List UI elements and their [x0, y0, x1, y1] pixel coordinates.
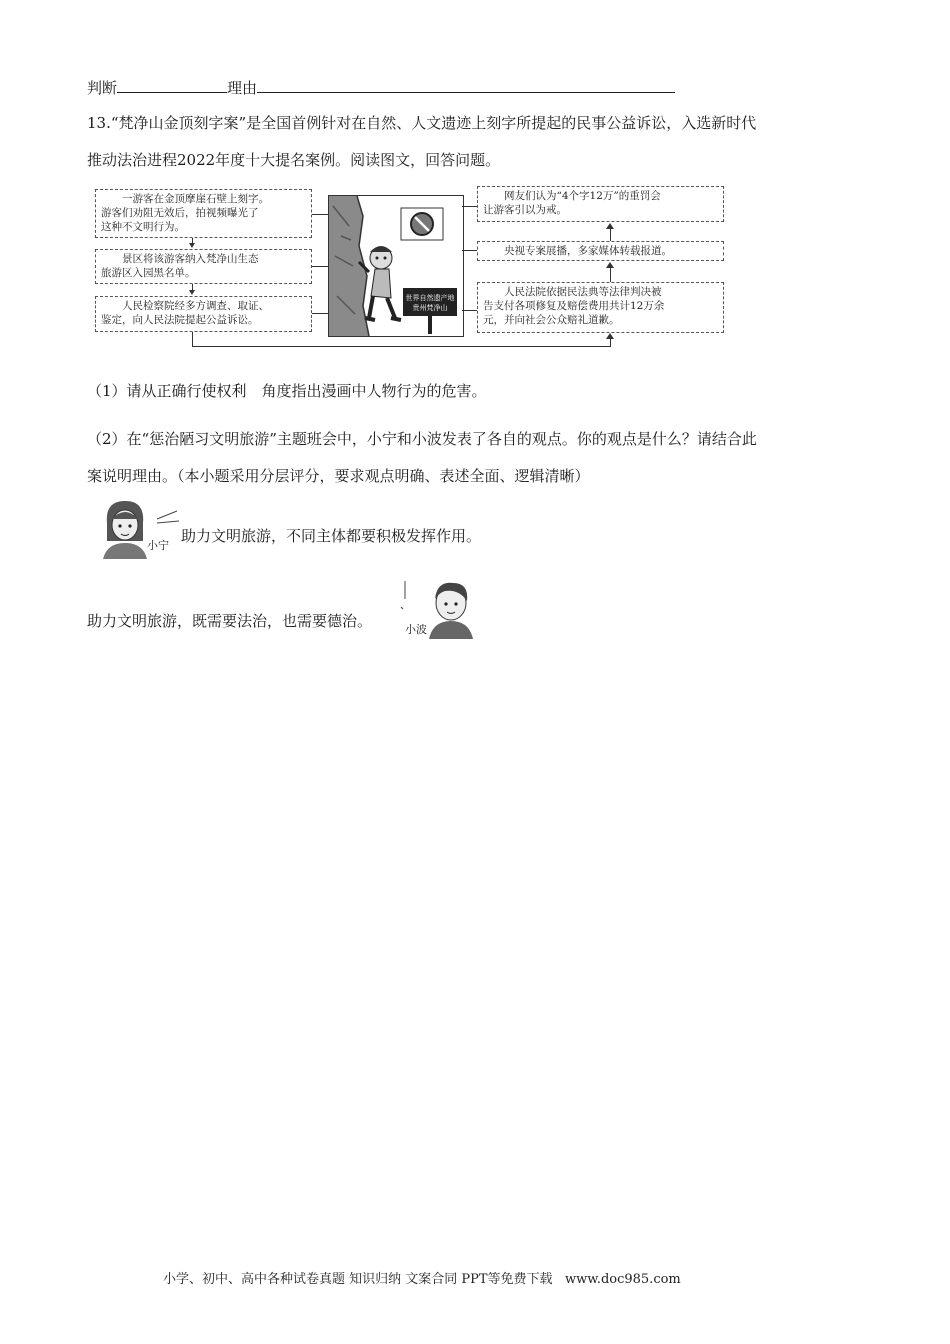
judge-reason-line [87, 78, 675, 98]
cartoon-panel [328, 195, 464, 337]
flow-box-text: 人民检察院经多方调查、取证、 [122, 300, 269, 312]
flow-box-text: 元，并向社会公众赔礼道歉。 [483, 314, 620, 326]
reason-label: 理由 [227, 79, 258, 97]
arrow-shaft [610, 268, 611, 282]
arrow-down-icon [189, 290, 195, 295]
flow-box-netizens [477, 186, 724, 222]
footer-ad [163, 1271, 681, 1289]
xiaoning-name: 小宁 [147, 539, 169, 552]
arrow-up-icon [606, 262, 614, 268]
arrow-shaft [610, 339, 611, 347]
case-flowchart [93, 185, 725, 350]
xiaobo-name: 小波 [405, 623, 427, 636]
sign-line2: 贵州梵净山 [412, 304, 448, 312]
flow-box-text: 景区将该游客纳入梵净山生态 [122, 253, 259, 265]
girl-avatar-icon [97, 497, 187, 559]
flow-box-text: 游客们劝阻无效后，拍视频曝光了 [101, 207, 259, 219]
flow-box-blacklist [95, 249, 312, 284]
flow-box-procuratorate [95, 296, 312, 332]
tourist-carving-cartoon [329, 196, 463, 336]
judge-label: 判断 [87, 79, 118, 97]
connector [192, 332, 193, 346]
footer-left-text: 小学、初中、高中各种试卷真题 知识归纳 文案合同 PPT等免费下载 [163, 1272, 553, 1287]
flow-box-text: 旅游区入园黑名单。 [101, 267, 196, 279]
flow-box-text: 网友们认为“4个字12万”的重罚会 [504, 190, 661, 202]
flow-box-carving [95, 189, 312, 238]
footer-link[interactable]: www.doc985.com [564, 1272, 681, 1287]
sub-question-2-line1: （2）在“惩治陋习文明旅游”主题班会中，小宁和小波发表了各自的观点。你的观点是什么？请结合此 [87, 430, 757, 448]
flow-box-text: 告支付各项修复及赔偿费用共计12万余 [483, 300, 665, 312]
flow-box-cctv [477, 241, 724, 261]
sub-question-2-line2: 案说明理由。（本小题采用分层评分，要求观点明确、表述全面、逻辑清晰） [87, 467, 590, 485]
connector [312, 214, 328, 215]
xiaobo-speech: 助力文明旅游，既需要法治，也需要德治。 [87, 612, 373, 630]
flow-box-text: 这种不文明行为。 [101, 221, 185, 233]
xiaobo-portrait [395, 577, 485, 639]
judge-blank [117, 78, 227, 93]
connector [462, 310, 477, 311]
flow-box-text: 人民法院依据民法典等法律判决被 [504, 286, 662, 298]
reason-blank [257, 78, 675, 93]
connector [312, 266, 328, 267]
xiaoning-speech: 助力文明旅游，不同主体都要积极发挥作用。 [181, 527, 482, 545]
arrow-shaft [610, 229, 611, 241]
connector [462, 250, 477, 251]
flow-box-text: 让游客引以为戒。 [483, 204, 567, 216]
connector [462, 206, 477, 207]
arrow-up-icon [606, 333, 614, 339]
connector [312, 313, 328, 314]
flow-box-text: 一游客在金顶摩崖石壁上刻字。 [122, 193, 269, 205]
sign-line1: 世界自然遗产地 [405, 294, 455, 302]
question-13-line2: 推动法治进程2022年度十大提名案例。阅读图文，回答问题。 [87, 151, 501, 169]
question-13-line1: 13.“梵净山金顶刻字案”是全国首例针对在自然、人文遗迹上刻字所提起的民事公益诉讼，入选新时代 [87, 114, 757, 132]
flow-box-text: 央视专案展播，多家媒体转载报道。 [504, 245, 672, 257]
arrow-down-icon [189, 243, 195, 248]
arrow-up-icon [606, 223, 614, 229]
xiaoning-portrait [97, 497, 187, 559]
flow-box-text: 鉴定，向人民法院提起公益诉讼。 [101, 314, 259, 326]
sub-question-1: （1）请从正确行使权利 角度指出漫画中人物行为的危害。 [87, 382, 487, 400]
flow-box-court [477, 282, 724, 333]
connector [192, 346, 611, 347]
